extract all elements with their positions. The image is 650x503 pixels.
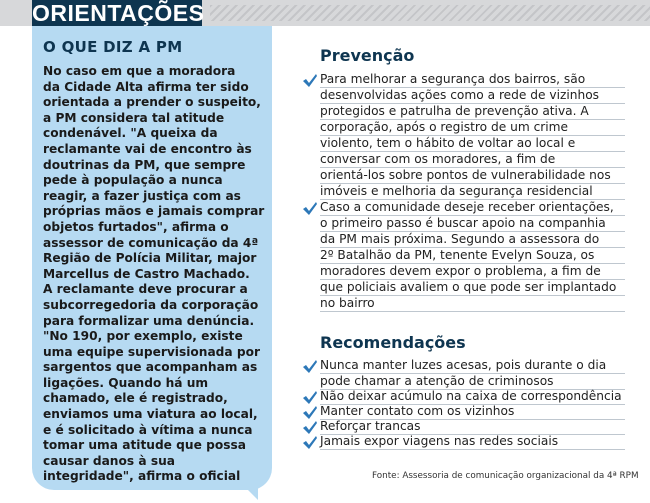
sidebar-line: para formalizar uma denúncia. xyxy=(43,313,255,328)
sidebar-line: reclamante vai de encontro às xyxy=(43,141,252,156)
sidebar-line: próprias mãos e jamais comprar xyxy=(43,204,265,219)
text-line: no bairro xyxy=(320,296,625,312)
sidebar-line: assessor de comunicação da 4ª xyxy=(43,235,259,250)
text-line: Para melhorar a segurança dos bairros, são xyxy=(320,72,625,88)
sidebar-line: orientada a prender o suspeito, xyxy=(43,95,261,110)
recomendacoes-title: Recomendações xyxy=(320,333,466,352)
header-stripe-decoration xyxy=(210,5,650,21)
sidebar-line: condenável. "A queixa da xyxy=(43,126,218,141)
sidebar-line: subcorregedoria da corporação xyxy=(43,297,259,312)
sidebar-line: causar danos à sua xyxy=(43,453,175,468)
text-line: conversar com os moradores, a fim de xyxy=(320,152,625,168)
text-line: Reforçar trancas xyxy=(320,419,625,435)
check-icon xyxy=(302,73,318,88)
sidebar-line: e é solicitado à vítima a nunca xyxy=(43,422,253,437)
recomendacoes-item xyxy=(320,434,625,450)
check-icon xyxy=(302,420,318,435)
text-line: orientá-los sobre pontos de vulnerabilidade nos xyxy=(320,168,625,184)
recomendacoes-item xyxy=(320,404,625,420)
text-line: violento, tem o hábito de voltar ao local e xyxy=(320,136,625,152)
text-line: corporação, após o registro de um crime xyxy=(320,120,625,136)
recomendacoes-item xyxy=(320,389,625,405)
text-line: da PM mais próxima. Segundo a assessora do xyxy=(320,232,625,248)
sidebar-line: Marcellus de Castro Machado. xyxy=(43,266,250,281)
text-line: Não deixar acúmulo na caixa de correspondência xyxy=(320,389,625,405)
check-icon xyxy=(302,405,318,420)
text-line: Caso a comunidade deseje receber orientações, xyxy=(320,200,625,216)
sidebar-line: tomar uma atitude que possa xyxy=(43,438,246,453)
recomendacoes-item xyxy=(320,358,625,390)
check-icon xyxy=(302,359,318,374)
text-line: que policiais avaliem o que pode ser implantado xyxy=(320,280,625,296)
sidebar-line: doutrinas da PM, que sempre xyxy=(43,157,246,172)
prevencao-item xyxy=(320,72,625,200)
sidebar-line: a PM considera tal atitude xyxy=(43,110,225,125)
sidebar-line: objetos furtados", afirma o xyxy=(43,219,229,234)
sidebar-line: ligações. Quando há um xyxy=(43,375,209,390)
prevencao-title: Prevenção xyxy=(320,46,415,65)
section-header-tab: ORIENTAÇÕES xyxy=(32,0,205,26)
sidebar-line: "No 190, por exemplo, existe xyxy=(43,329,243,344)
text-line: moradores devem expor o problema, a fim de xyxy=(320,264,625,280)
prevencao-item xyxy=(320,200,625,312)
text-line: protegidos e patrulha de prevenção ativa. A xyxy=(320,104,625,120)
sidebar-line: pede à população a nunca xyxy=(43,173,223,188)
text-line: Manter contato com os vizinhos xyxy=(320,404,625,420)
text-line: pode chamar a atenção de criminosos xyxy=(320,374,625,390)
sidebar-line: chamado, ele é registrado, xyxy=(43,391,228,406)
sidebar-line: Região de Polícia Militar, major xyxy=(43,251,257,266)
text-line: o primeiro passo é buscar apoio na companhia xyxy=(320,216,625,232)
sidebar-line: sargentos que acompanham as xyxy=(43,360,258,375)
check-icon xyxy=(302,201,318,216)
sidebar-body xyxy=(43,64,267,485)
text-line: Jamais expor viagens nas redes sociais xyxy=(320,434,625,450)
sidebar-line: integridade", afirma o oficial xyxy=(43,469,241,484)
sidebar-line: reagir, a fazer justiça com as xyxy=(43,188,241,203)
recomendacoes-item xyxy=(320,419,625,435)
sidebar-line: enviamos uma viatura ao local, xyxy=(43,407,258,422)
text-line: 2º Batalhão da PM, tenente Evelyn Souza, os xyxy=(320,248,625,264)
sidebar-title: O QUE DIZ A PM xyxy=(43,38,183,56)
text-line: imóveis e melhoria da segurança residencial xyxy=(320,184,625,200)
sidebar-line: uma equipe supervisionada por xyxy=(43,344,260,359)
sidebar-line: A reclamante deve procurar a xyxy=(43,282,248,297)
source-credit: Fonte: Assessoria de comunicação organizacional da 4ª RPM xyxy=(372,471,639,481)
text-line: Nunca manter luzes acesas, pois durante o dia xyxy=(320,358,625,374)
text-line: desenvolvidas ações como a rede de vizinhos xyxy=(320,88,625,104)
check-icon xyxy=(302,435,318,450)
sidebar-line: No caso em que a moradora xyxy=(43,64,236,78)
check-icon xyxy=(302,390,318,405)
sidebar-line: da Cidade Alta afirma ter sido xyxy=(43,79,249,94)
